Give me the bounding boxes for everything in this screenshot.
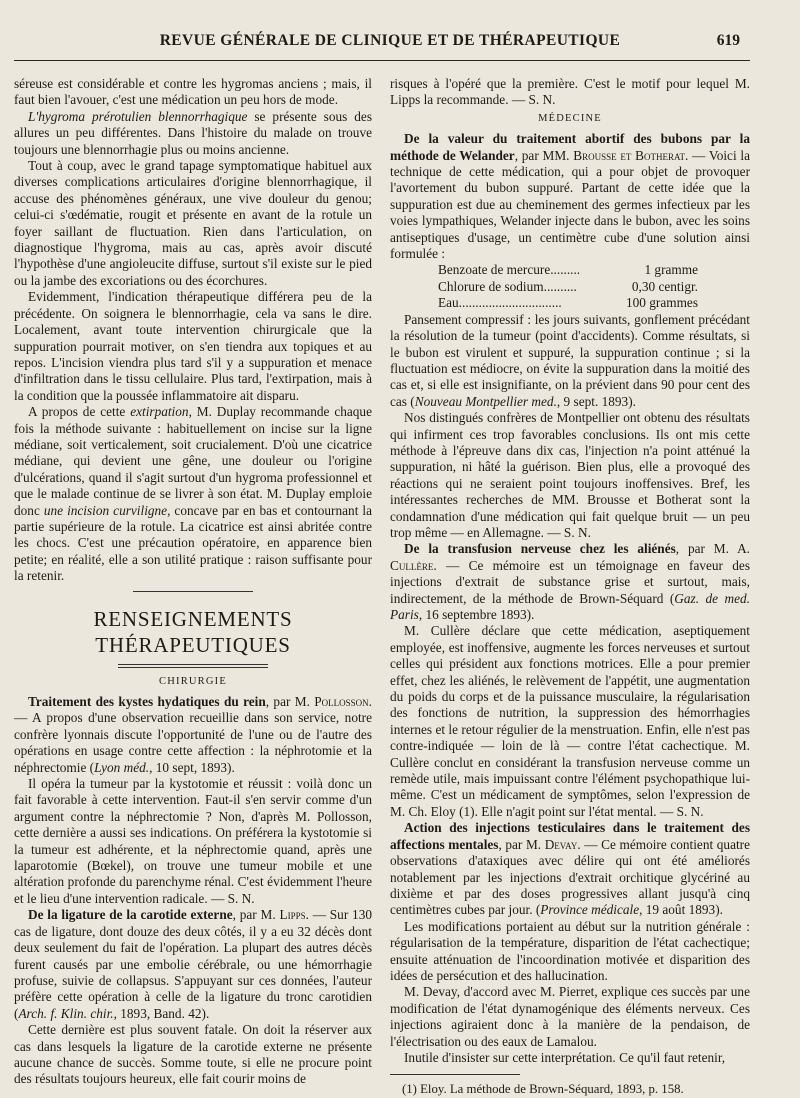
text: , par M. — [498, 836, 545, 852]
text: , par MM. — [514, 147, 574, 163]
header-rule — [14, 60, 750, 61]
text: , 9 sept. 1893). — [556, 393, 636, 409]
prescription-row — [438, 279, 698, 295]
source: Lyon méd. — [94, 759, 150, 775]
source: Arch. f. Klin. chir. — [18, 1005, 114, 1021]
paragraph: M. Cullère déclare que cette médication, aseptiquement employée, est inoffensive, augmente les forces nerveuses et surtout celles qui président aux fonctions motrices. Elle a pour premier effet, chez les aliénés, le relèvement de l'appétit, une augmentation du poids du corps et de la puissance musculaire, la régularisation des fonctions de nutrition, la suppression des hémorrhagies internes et le retour régulier de la menstruation. Enfin, elle n'est pas contre-indiquée — loin de là — contre l'état cachectique. M. Cullère conclut en considérant la transfusion nerveuse comme un remède utile, mais impuissant contre l'élément psychopathique lui-même. C'est un médicament de symptômes, selon l'expression de M. Ch. Eloy (1). Elle n'agit point sur l'état mental. — S. N. — [390, 623, 750, 819]
text: , par M. A. — [675, 541, 750, 557]
paragraph: Tout à coup, avec le grand tapage symptomatique habituel aux diverses complications articulaires d'origine blennorrhagique, il accuse des phénomènes généraux, une vive douleur du genou; celui-ci s'œdématie, rougit et présente en avant de la rotule un foyer saillant de fluctuation. Rien dans l'articulation, on diagnostique l'hygroma, mais au cas, après avoir discuté l'hypothèse d'une angioleucite diffuse, surtout s'il existe sur le pied ou la jambe des excoriations ou des écorchures. — [14, 158, 372, 288]
paragraph: M. Devay, d'accord avec M. Pierret, explique ces succès par une modification de l'état dynamogénique des éléments nerveux. Ces injections agiraient donc à la manière de la pendaison, de l'électrisation ou des eaux de Lamalou. — [390, 984, 750, 1049]
article-bubons — [390, 131, 750, 262]
article-title: De la ligature de la carotide externe — [28, 907, 233, 923]
article-carotide — [14, 907, 372, 1022]
text: . — Ce mémoire contient quatre observations d'ataxiques avec délire qui ont été améliorés notablement par les injections d'extrait orchitique glycériné au dixième et par des doses progressives allant jusqu'à cinq centimètres cubes par jour. ( — [390, 836, 750, 918]
section-divider — [133, 591, 253, 592]
paragraph — [390, 312, 750, 410]
author: Brousse et Botherat — [573, 147, 685, 163]
footnote: (1) Eloy. La méthode de Brown-Séquard, 1893, p. 158. — [402, 1082, 684, 1097]
text: , concave par en bas et contournant la partie supérieure de la rotule. La cicatrice est ainsi abritée contre les chocs. C'est une précaution opératoire, en apparence bien petite; en réalité, elle a son utilité pratique : raison suffisante pour la retenir. — [14, 502, 372, 584]
ingredient: Eau............................... — [438, 295, 562, 311]
quantity: 100 grammes — [625, 295, 698, 311]
paragraph: Inutile d'insister sur cette interprétation. Ce qu'il faut retenir, — [404, 1049, 726, 1065]
text: se présente sous des allures un peu différentes. Dans l'histoire du malade on trouve toujours une blennorrhagie plus ou moins ancienne. — [14, 108, 373, 157]
emphasis: une incision curviligne — [43, 502, 168, 518]
source: Nouveau Montpellier med. — [414, 393, 557, 409]
author: Cullère — [390, 557, 434, 573]
text: , M. Duplay recommande chaque fois la méthode suivante : habituellement on incise sur la ligne médiane, soit verticalement, soit crucialement. D'où une cicatrice médiane, qui devient une gêne, une douleur ou l'origine d'ulcérations, quand il s'agit surtout d'un hygroma professionnel et que le malade continue de se livrer à son état. M. Duplay emploie donc — [14, 404, 372, 518]
running-title: REVUE GÉNÉRALE DE CLINIQUE ET DE THÉRAPEUTIQUE — [159, 32, 621, 49]
right-column — [390, 76, 750, 1098]
paragraph — [14, 109, 372, 158]
paragraph: risques à l'opéré que la première. C'est le motif pour lequel M. Lipps la recommande. — S. N. — [390, 76, 750, 108]
left-column — [14, 76, 372, 1088]
article-title: Action des injections testiculaires dans le traitement des affections mentales — [390, 820, 750, 852]
author: Lipps — [279, 907, 306, 923]
running-head — [0, 32, 800, 54]
article-title: De la valeur du traitement abortif des bubons par la méthode de Welander — [390, 131, 750, 163]
section-title: RENSEIGNEMENTS THÉRAPEUTIQUES — [93, 606, 293, 657]
author: Pollosson — [314, 694, 369, 709]
source: Province médicale — [540, 902, 640, 918]
paragraph: Il opéra la tumeur par la kystotomie et réussit : voilà donc un fait favorable à cette intervention. Faut-il s'en servir comme d'un argument contre la néphrectomie ? Non, d'après M. Pollosson, cette dernière a aussi ses indications. On préférera la kystotomie si la tumeur est adhérente, et la néphrectomie quand, après une laparotomie (Bœkel), on trouve une tumeur mobile et une altération profonde du parenchyme rénal. C'est évidemment l'heure et le lieu d'une intervention radicale. — S. N. — [14, 776, 372, 906]
text: , 19 août 1893). — [639, 902, 723, 918]
article-transfusion — [390, 541, 750, 623]
prescription-row — [438, 295, 698, 311]
quantity: 0,30 centigr. — [631, 278, 698, 294]
text: , 1893, Band. 42). — [113, 1005, 210, 1021]
paragraph: Les modifications portaient au début sur la nutrition générale : régularisation de la température, disparition de l'état cachectique; ensuite atténuation de l'incoordination motivée et disparition des idées de persécution et des hallucination. — [390, 918, 750, 983]
text: . — A propos d'une observation recueillie dans son service, notre confrère lyonnais discute l'opportunité de l'une ou de l'autre des opérations en usage contre cette affection : la néphrotomie et la néphrectomie ( — [14, 694, 372, 775]
text: , par M. — [232, 907, 280, 923]
quantity: 1 gramme — [644, 262, 698, 278]
text: A propos de cette — [28, 404, 131, 420]
prescription — [438, 262, 750, 311]
ingredient: Chlorure de sodium.......... — [438, 278, 577, 294]
subsection-heading: MÉDECINE — [538, 112, 602, 124]
paragraph: séreuse est considérable et contre les hygromas anciens ; mais, il faut bien l'avouer, c'est une médication un peu hors de mode. — [14, 76, 372, 108]
footnote-rule — [390, 1074, 520, 1075]
text: Pansement compressif : les jours suivants, gonflement précédant la résolution de la tumeur (point d'accidents). Comme résultats, si le bubon est virulent et suppuré, la suppuration continue ; si la fluctuation est médiocre, on évite la suppuration dans la moitié des cas et, si elle est insignifiante, on la prévient dans 90 pour cent des cas ( — [390, 311, 750, 409]
text: , par M. — [265, 694, 315, 709]
article-title: Traitement des kystes hydatiques du rein — [28, 694, 266, 709]
paragraph: Evidemment, l'indication thérapeutique différera peu de la précédente. On soignera le blennorrhagie, cela va sans le dire. Localement, avant toute intervention chirurgicale que la suppuration pourrait motiver, on s'en tiendra aux topiques et au repos. L'incision viendra plus tard s'il y a suppuration et menace d'infiltration dans le tissu cellulaire. Plus tard, l'extirpation, mais à la condition que la poussée inflammatoire ait disparu. — [14, 289, 372, 403]
emphasis: L'hygroma prérotulien blennorrhagique — [28, 108, 248, 124]
subsection-heading: CHIRURGIE — [159, 675, 227, 687]
source: Gaz. de med. Paris — [390, 590, 750, 622]
text: , 10 sept, 1893). — [149, 759, 235, 775]
text: , 16 septembre 1893). — [418, 607, 535, 622]
author: Devay — [544, 836, 578, 852]
emphasis: extirpation — [130, 404, 189, 420]
text: . — Ce mémoire est un témoignage en faveur des injections d'extrait de substance grise et surtout, mais, indirectement, de la méthode de Brown-Séquard ( — [390, 557, 750, 606]
paragraph: Nos distingués confrères de Montpellier ont obtenu des résultats qui infirment ces trop favorables conclusions. Ils ont mis cette méthode à l'épreuve dans dix cas, l'injection n'a point atténué la suppuration, ni hâté la guérison. Bien plus, elle a provoqué des réactions qui ne seraient point toujours inoffensives. Bref, les intéressantes recherches de MM. Brousse et Botherat sont la condamnation d'une médication qui fait quelque bruit — un peu trop même — en Allemagne. — S. N. — [390, 410, 750, 540]
title-rule — [118, 664, 268, 668]
text: . — Sur 130 cas de ligature, dont douze des deux côtés, il y a eu 32 décès dont deux seulement du fait de l'opération. La plupart des autres décès furent causés par une embolie cérébrale, ou une hémorrhagie profuse, suivie de collapsus. S'appuyant sur ces données, l'auteur préfère cette opération à celle de la ligature du tronc carotidien ( — [14, 907, 372, 1021]
article-kystes — [14, 694, 372, 776]
prescription-row — [438, 262, 698, 278]
text: . — Voici la technique de cette médication, qui a pour objet de provoquer l'avortement du bubon suppuré. Partant de cette idée que la suppuration est due au cheminement des germes infectieux par les voies lympathiques, Welander injecte dans le bubon, avec les soins antiseptiques d'usage, un centimètre cube d'une solution ainsi formulée : — [390, 147, 750, 262]
article-title: De la transfusion nerveuse chez les aliénés — [404, 541, 676, 557]
paragraph: Cette dernière est plus souvent fatale. On doit la réserver aux cas dans lesquels la ligature de la carotide externe ne présente aucune chance de succès. Somme toute, si elle ne procure point des résultats toujours heureux, elle fait courir moins de — [14, 1022, 372, 1087]
ingredient: Benzoate de mercure......... — [438, 262, 581, 278]
paragraph — [14, 404, 372, 584]
article-injections — [390, 820, 750, 918]
page-number: 619 — [716, 32, 740, 49]
